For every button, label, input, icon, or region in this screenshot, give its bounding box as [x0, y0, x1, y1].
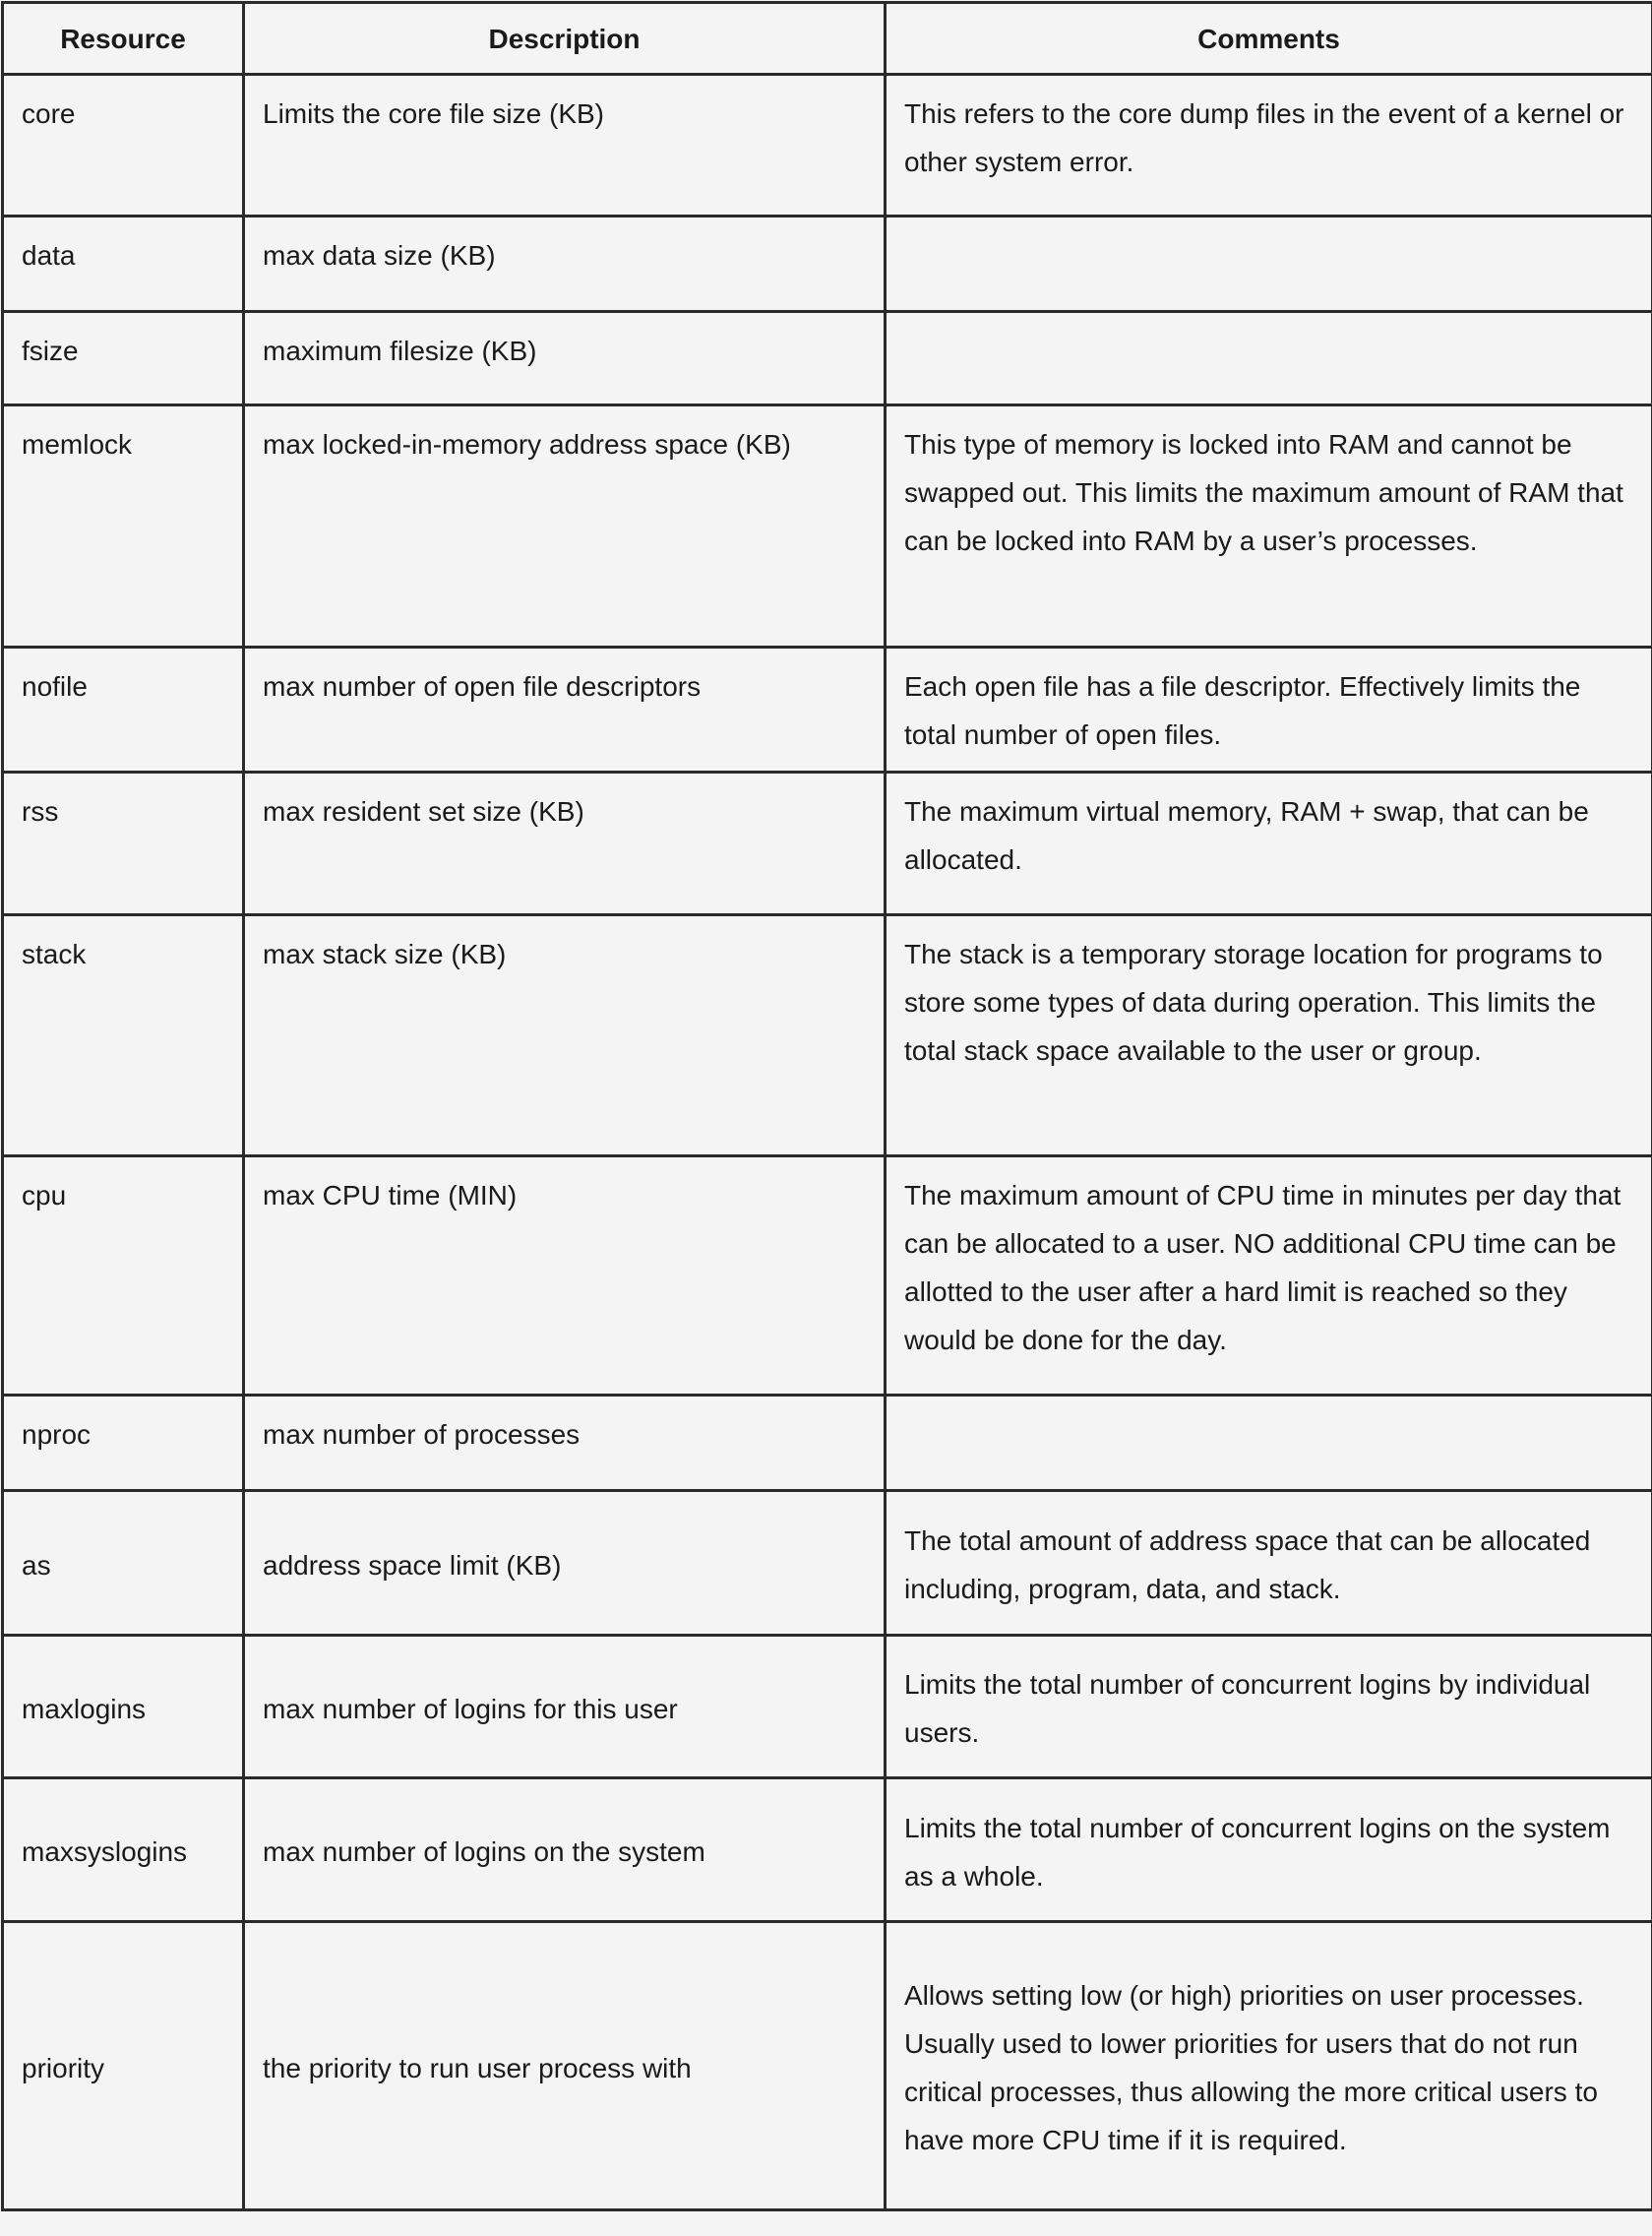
cell-description: Limits the core file size (KB) [244, 75, 886, 217]
cell-description: max data size (KB) [244, 217, 886, 312]
cell-resource: fsize [3, 312, 244, 405]
cell-description: maximum filesize (KB) [244, 312, 886, 405]
cell-comments: Limits the total number of concurrent logins on the system as a whole. [886, 1778, 1652, 1922]
cell-resource: maxlogins [3, 1636, 244, 1778]
table-row [3, 1156, 1652, 1396]
cell-description: max number of open file descriptors [244, 648, 886, 773]
cell-comments: The maximum amount of CPU time in minutes per day that can be allocated to a user. NO additional CPU time can be allotted to the user after a hard limit is reached so they would be done for the day. [886, 1156, 1652, 1396]
cell-resource: as [3, 1491, 244, 1636]
cell-comments: The total amount of address space that can be allocated including, program, data, and stack. [886, 1491, 1652, 1636]
cell-description: max number of logins for this user [244, 1636, 886, 1778]
cell-comments: Limits the total number of concurrent logins by individual users. [886, 1636, 1652, 1778]
table-row [3, 1396, 1652, 1491]
cell-resource: rss [3, 773, 244, 915]
table-row [3, 405, 1652, 648]
table-row [3, 1636, 1652, 1778]
resource-limits-table [1, 1, 1652, 2211]
table-row [3, 773, 1652, 915]
table-row [3, 1922, 1652, 2210]
table-row [3, 312, 1652, 405]
cell-resource: memlock [3, 405, 244, 648]
cell-description: address space limit (KB) [244, 1491, 886, 1636]
cell-description: max locked-in-memory address space (KB) [244, 405, 886, 648]
cell-resource: data [3, 217, 244, 312]
table-row [3, 1491, 1652, 1636]
cell-comments: The maximum virtual memory, RAM + swap, that can be allocated. [886, 773, 1652, 915]
table-row [3, 75, 1652, 217]
cell-description: max number of processes [244, 1396, 886, 1491]
cell-comments: This type of memory is locked into RAM and cannot be swapped out. This limits the maximum amount of RAM that can be locked into RAM by a user’s processes. [886, 405, 1652, 648]
cell-resource: nofile [3, 648, 244, 773]
cell-resource: core [3, 75, 244, 217]
header-resource: Resource [3, 3, 244, 75]
cell-description: max stack size (KB) [244, 915, 886, 1156]
table-row [3, 648, 1652, 773]
table-row [3, 915, 1652, 1156]
cell-resource: nproc [3, 1396, 244, 1491]
cell-description: max resident set size (KB) [244, 773, 886, 915]
cell-resource: maxsyslogins [3, 1778, 244, 1922]
table-row [3, 217, 1652, 312]
cell-resource: stack [3, 915, 244, 1156]
cell-resource: cpu [3, 1156, 244, 1396]
cell-comments [886, 312, 1652, 405]
cell-comments: Allows setting low (or high) priorities on user processes. Usually used to lower priorities for users that do not run critical processes, thus allowing the more critical users to have more CPU time if it is required. [886, 1922, 1652, 2210]
cell-comments: This refers to the core dump files in the event of a kernel or other system error. [886, 75, 1652, 217]
cell-comments [886, 217, 1652, 312]
header-comments: Comments [886, 3, 1652, 75]
header-description: Description [244, 3, 886, 75]
table-row [3, 1778, 1652, 1922]
cell-comments [886, 1396, 1652, 1491]
cell-description: the priority to run user process with [244, 1922, 886, 2210]
header-row [3, 3, 1652, 75]
cell-resource: priority [3, 1922, 244, 2210]
cell-comments: The stack is a temporary storage location for programs to store some types of data during operation. This limits the total stack space available to the user or group. [886, 915, 1652, 1156]
cell-comments: Each open file has a file descriptor. Effectively limits the total number of open files. [886, 648, 1652, 773]
cell-description: max number of logins on the system [244, 1778, 886, 1922]
cell-description: max CPU time (MIN) [244, 1156, 886, 1396]
